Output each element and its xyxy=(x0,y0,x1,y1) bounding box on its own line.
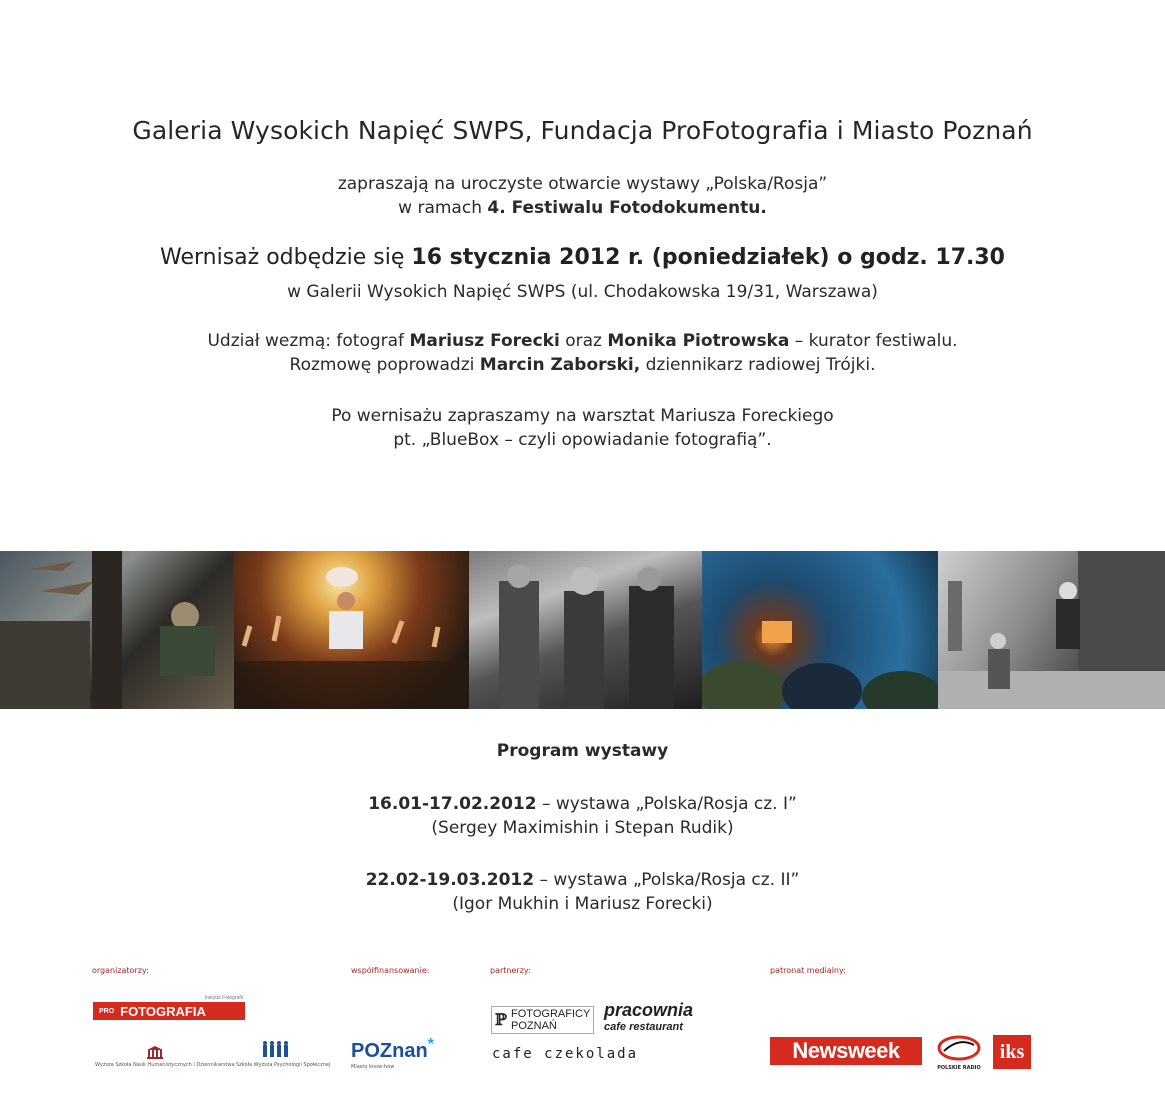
people-figures-icon xyxy=(262,1040,290,1060)
invite-line-2: w ramach 4. Festiwalu Fotodokumentu. xyxy=(398,198,767,218)
organizers-label: organizatorzy: xyxy=(92,966,149,975)
program-item-1-line: 16.01-17.02.2012 – wystawa „Polska/Rosja cz. I” xyxy=(368,794,797,814)
program-item-2-artists: (Igor Mukhin i Mariusz Forecki) xyxy=(452,894,713,914)
partners-label: partnerzy: xyxy=(490,966,531,975)
profotografia-logo[interactable] xyxy=(93,995,245,1020)
profotografia-pro: PRO xyxy=(99,1007,115,1015)
photo-street-scene-shapes xyxy=(938,551,1165,709)
radio-swirl-icon xyxy=(936,1035,982,1061)
pracownia-sub: cafe restaurant xyxy=(604,1021,683,1033)
photo-fish-wall xyxy=(0,551,234,709)
participants-text xyxy=(0,329,1165,377)
cofinancing-label: współfinansowanie: xyxy=(351,966,430,975)
cafe-czekolada-logo[interactable]: cafe czekolada xyxy=(492,1046,639,1062)
photo-concert-crowd-shapes xyxy=(234,551,469,709)
photo-street-scene xyxy=(938,551,1165,709)
poznan-text: POZnan xyxy=(351,1040,428,1062)
participants-line-2: Rozmowę poprowadzi Marcin Zaborski, dziennikarz radiowej Trójki. xyxy=(289,355,876,375)
page-title: Galeria Wysokich Napięć SWPS, Fundacja ProFotografia i Miasto Poznań xyxy=(132,116,1033,145)
venue-line: w Galerii Wysokich Napięć SWPS (ul. Chodakowska 19/31, Warszawa) xyxy=(287,282,878,302)
photo-soldiers-shapes xyxy=(469,551,702,709)
poznan-tagline: Miasto know-how xyxy=(351,1064,395,1070)
poznan-logo[interactable] xyxy=(351,1036,434,1063)
photo-fish-wall-shapes xyxy=(0,551,234,709)
invite-line-1: zapraszają na uroczyste otwarcie wystawy „Polska/Rosja” xyxy=(337,174,828,194)
media-label: patronat medialny: xyxy=(770,966,846,975)
fotograficy-text: FOTOGRAFICY POZNAŃ xyxy=(511,1008,591,1032)
workshop-text xyxy=(0,404,1165,452)
program-item-1 xyxy=(0,792,1165,840)
profotografia-caption: Instytut Fotografii xyxy=(204,995,243,1001)
fotograficy-poznan-logo[interactable] xyxy=(491,1006,594,1034)
iks-logo[interactable]: iks xyxy=(993,1035,1031,1069)
participants-line-1: Udział wezmą: fotograf Mariusz Forecki oraz Monika Piotrowska – kurator festiwalu. xyxy=(207,331,958,351)
photo-blue-room-shapes xyxy=(702,551,938,709)
university-2-name: Szkoła Wyższa Psychologii Społecznej xyxy=(236,1062,331,1068)
program-item-1-artists: (Sergey Maximishin i Stepan Rudik) xyxy=(431,818,734,838)
newsweek-logo[interactable]: Newsweek xyxy=(770,1037,922,1065)
university-1-name: Wyższa Szkoła Nauk Humanistycznych i Dziennikarstwa xyxy=(95,1062,235,1068)
polskie-radio-logo[interactable] xyxy=(936,1035,982,1069)
photo-concert-crowd xyxy=(234,551,469,709)
photo-blue-room xyxy=(702,551,938,709)
workshop-line-1: Po wernisażu zapraszamy na warsztat Mariusza Foreckiego xyxy=(331,406,834,426)
program-item-2 xyxy=(0,868,1165,916)
pracownia-logo[interactable] xyxy=(604,1002,693,1036)
photo-soldiers xyxy=(469,551,702,709)
invite-text xyxy=(0,172,1165,220)
university-building-icon xyxy=(146,1045,164,1059)
radio-label: POLSKIE RADIO xyxy=(937,1065,981,1071)
opening-line: Wernisaż odbędzie się 16 stycznia 2012 r. (poniedziałek) o godz. 17.30 xyxy=(160,245,1005,270)
profotografia-name: FOTOGRAFIA xyxy=(120,1003,206,1019)
pracownia-name: pracownia xyxy=(604,1000,694,1020)
fotograficy-mark-icon: ℙ xyxy=(495,1010,508,1029)
asterisk-icon: * xyxy=(427,1036,434,1053)
program-item-2-line: 22.02-19.03.2012 – wystawa „Polska/Rosja cz. II” xyxy=(365,870,800,890)
workshop-line-2: pt. „BlueBox – czyli opowiadanie fotografią”. xyxy=(393,430,772,450)
photo-strip xyxy=(0,551,1165,709)
program-heading: Program wystawy xyxy=(496,741,669,761)
